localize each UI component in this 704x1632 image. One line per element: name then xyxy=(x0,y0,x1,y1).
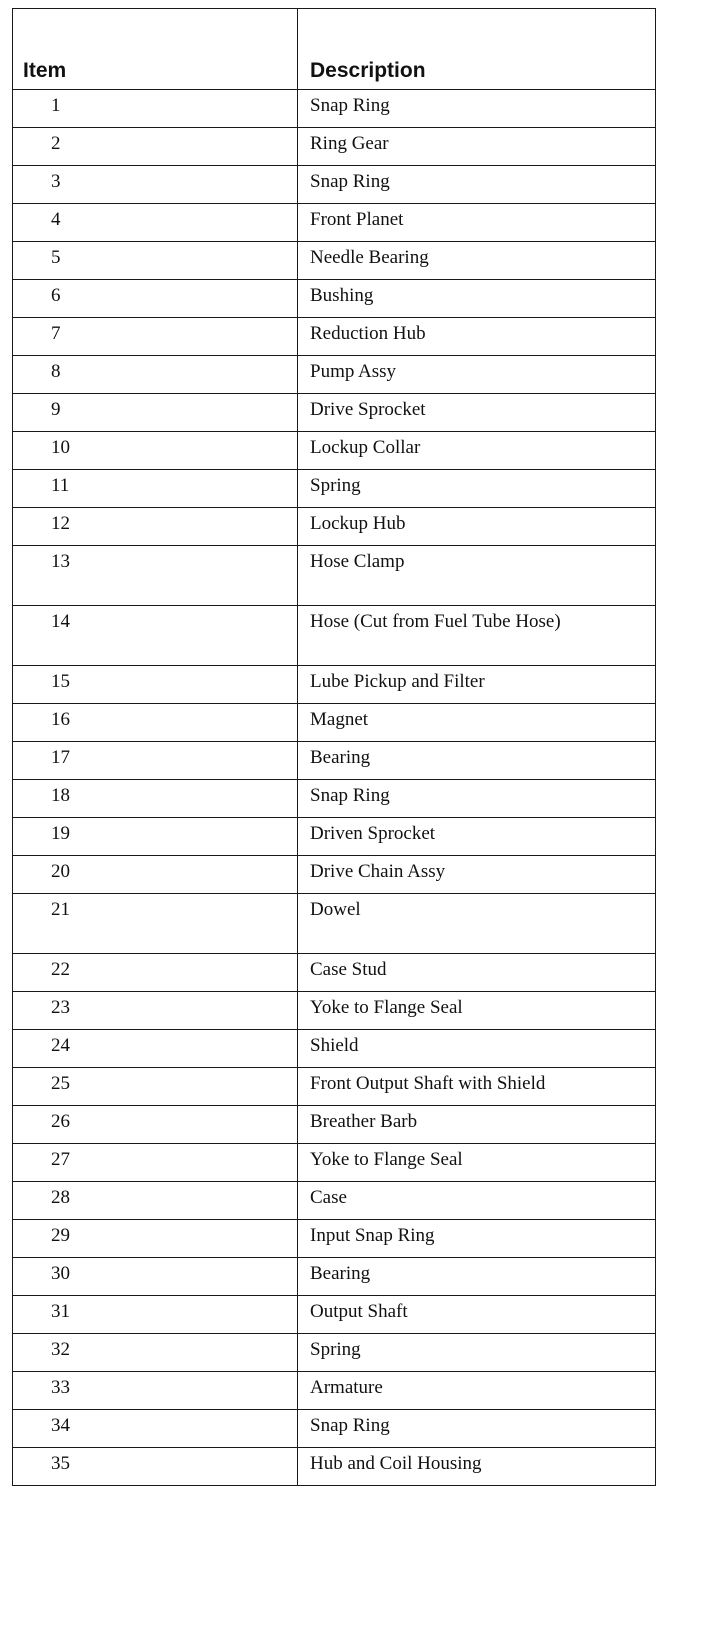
table-row xyxy=(13,606,656,666)
item-number-cell: 26 xyxy=(13,1106,298,1144)
description-cell: Dowel xyxy=(298,894,656,954)
description-cell: Bearing xyxy=(298,1258,656,1296)
table-header-row xyxy=(13,9,656,90)
description-cell: Lockup Hub xyxy=(298,508,656,546)
description-cell: Shield xyxy=(298,1030,656,1068)
item-number-cell: 30 xyxy=(13,1258,298,1296)
item-number-cell: 29 xyxy=(13,1220,298,1258)
description-cell: Spring xyxy=(298,470,656,508)
description-cell: Snap Ring xyxy=(298,1410,656,1448)
description-cell: Armature xyxy=(298,1372,656,1410)
table-row xyxy=(13,318,656,356)
item-number-cell: 6 xyxy=(13,280,298,318)
item-number-cell: 25 xyxy=(13,1068,298,1106)
table-row xyxy=(13,780,656,818)
item-number-cell: 31 xyxy=(13,1296,298,1334)
description-cell: Needle Bearing xyxy=(298,242,656,280)
table-row xyxy=(13,666,656,704)
description-cell: Reduction Hub xyxy=(298,318,656,356)
table-row xyxy=(13,546,656,606)
description-cell: Hose Clamp xyxy=(298,546,656,606)
description-cell: Spring xyxy=(298,1334,656,1372)
item-number-cell: 18 xyxy=(13,780,298,818)
description-cell: Bushing xyxy=(298,280,656,318)
description-cell: Front Output Shaft with Shield xyxy=(298,1068,656,1106)
item-number-cell: 10 xyxy=(13,432,298,470)
description-cell: Lube Pickup and Filter xyxy=(298,666,656,704)
item-number-cell: 28 xyxy=(13,1182,298,1220)
table-row xyxy=(13,1068,656,1106)
table-row xyxy=(13,704,656,742)
table-row xyxy=(13,128,656,166)
table-row xyxy=(13,742,656,780)
description-cell: Drive Chain Assy xyxy=(298,856,656,894)
item-number-cell: 34 xyxy=(13,1410,298,1448)
column-header-description: Description xyxy=(298,9,656,90)
item-number-cell: 4 xyxy=(13,204,298,242)
table-row xyxy=(13,90,656,128)
description-cell: Input Snap Ring xyxy=(298,1220,656,1258)
item-number-cell: 1 xyxy=(13,90,298,128)
table-row xyxy=(13,1296,656,1334)
item-number-cell: 5 xyxy=(13,242,298,280)
table-row xyxy=(13,1448,656,1486)
item-number-cell: 27 xyxy=(13,1144,298,1182)
table-row xyxy=(13,508,656,546)
item-number-cell: 12 xyxy=(13,508,298,546)
table-row xyxy=(13,1334,656,1372)
item-number-cell: 21 xyxy=(13,894,298,954)
table-row xyxy=(13,818,656,856)
table-row xyxy=(13,1182,656,1220)
description-cell: Yoke to Flange Seal xyxy=(298,1144,656,1182)
table-row xyxy=(13,894,656,954)
item-number-cell: 2 xyxy=(13,128,298,166)
description-cell: Bearing xyxy=(298,742,656,780)
item-number-cell: 14 xyxy=(13,606,298,666)
table-row xyxy=(13,470,656,508)
item-number-cell: 17 xyxy=(13,742,298,780)
description-cell: Lockup Collar xyxy=(298,432,656,470)
item-number-cell: 23 xyxy=(13,992,298,1030)
item-number-cell: 15 xyxy=(13,666,298,704)
parts-table xyxy=(12,8,656,1486)
table-row xyxy=(13,1144,656,1182)
item-number-cell: 9 xyxy=(13,394,298,432)
description-cell: Pump Assy xyxy=(298,356,656,394)
table-row xyxy=(13,1410,656,1448)
description-cell: Snap Ring xyxy=(298,780,656,818)
table-row xyxy=(13,394,656,432)
item-number-cell: 7 xyxy=(13,318,298,356)
item-number-cell: 22 xyxy=(13,954,298,992)
table-row xyxy=(13,1030,656,1068)
item-number-cell: 8 xyxy=(13,356,298,394)
item-number-cell: 33 xyxy=(13,1372,298,1410)
description-cell: Driven Sprocket xyxy=(298,818,656,856)
table-row xyxy=(13,356,656,394)
table-row xyxy=(13,954,656,992)
description-cell: Snap Ring xyxy=(298,90,656,128)
item-number-cell: 3 xyxy=(13,166,298,204)
item-number-cell: 11 xyxy=(13,470,298,508)
item-number-cell: 24 xyxy=(13,1030,298,1068)
table-row xyxy=(13,1220,656,1258)
description-cell: Hub and Coil Housing xyxy=(298,1448,656,1486)
item-number-cell: 35 xyxy=(13,1448,298,1486)
table-row xyxy=(13,432,656,470)
description-cell: Breather Barb xyxy=(298,1106,656,1144)
table-row xyxy=(13,204,656,242)
description-cell: Front Planet xyxy=(298,204,656,242)
item-number-cell: 13 xyxy=(13,546,298,606)
item-number-cell: 19 xyxy=(13,818,298,856)
description-cell: Hose (Cut from Fuel Tube Hose) xyxy=(298,606,656,666)
description-cell: Ring Gear xyxy=(298,128,656,166)
description-cell: Yoke to Flange Seal xyxy=(298,992,656,1030)
item-number-cell: 32 xyxy=(13,1334,298,1372)
description-cell: Drive Sprocket xyxy=(298,394,656,432)
table-row xyxy=(13,1258,656,1296)
table-row xyxy=(13,242,656,280)
description-cell: Case Stud xyxy=(298,954,656,992)
table-row xyxy=(13,856,656,894)
description-cell: Snap Ring xyxy=(298,166,656,204)
item-number-cell: 16 xyxy=(13,704,298,742)
table-row xyxy=(13,1372,656,1410)
table-row xyxy=(13,992,656,1030)
description-cell: Case xyxy=(298,1182,656,1220)
table-row xyxy=(13,166,656,204)
table-row xyxy=(13,280,656,318)
item-number-cell: 20 xyxy=(13,856,298,894)
table-body xyxy=(13,90,656,1486)
column-header-item: Item xyxy=(13,9,298,90)
description-cell: Magnet xyxy=(298,704,656,742)
description-cell: Output Shaft xyxy=(298,1296,656,1334)
table-row xyxy=(13,1106,656,1144)
